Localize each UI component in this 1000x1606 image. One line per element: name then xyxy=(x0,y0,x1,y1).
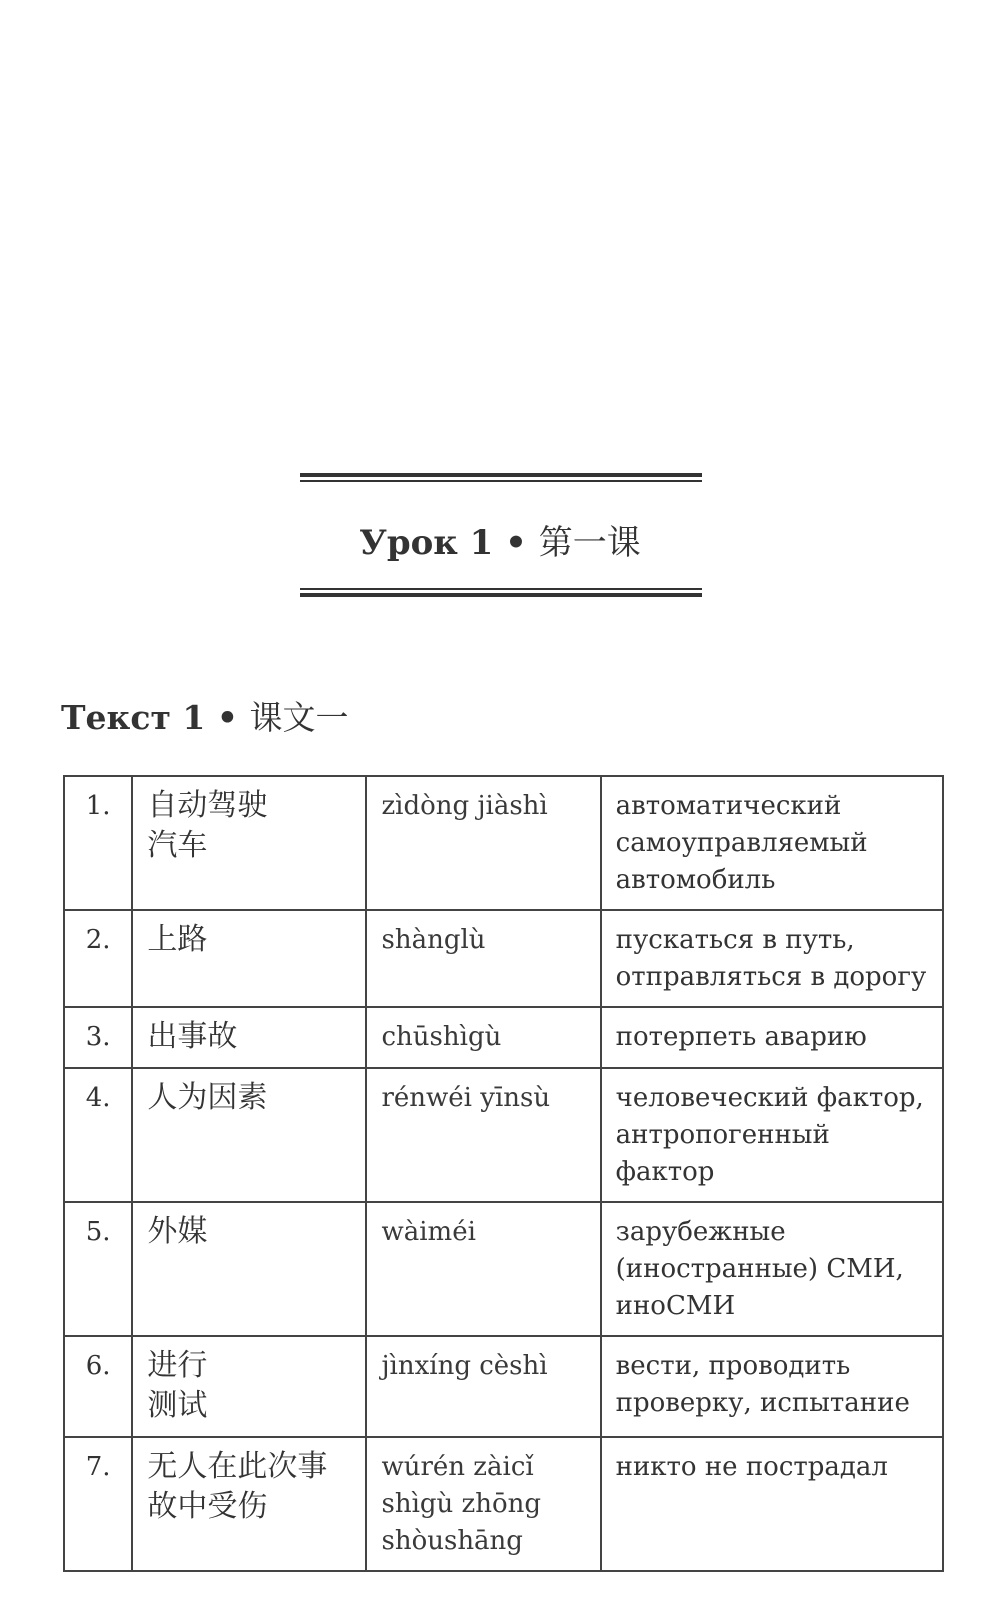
vocab-number: 1. xyxy=(64,776,132,910)
vocab-row xyxy=(64,1068,943,1202)
vocab-row xyxy=(64,1336,943,1437)
vocab-row xyxy=(64,1437,943,1571)
vocab-number: 4. xyxy=(64,1068,132,1202)
vocab-chinese-line: 故中受伤 xyxy=(147,1489,268,1524)
vocab-pinyin-line: shòushāng xyxy=(381,1526,523,1556)
vocab-russian-line: человеческий фактор, xyxy=(615,1083,924,1113)
vocab-row xyxy=(64,1202,943,1336)
vocab-pinyin xyxy=(366,1202,600,1336)
vocab-number: 2. xyxy=(64,910,132,1007)
text-heading xyxy=(61,692,348,739)
vocab-chinese xyxy=(132,1007,366,1068)
vocab-chinese xyxy=(132,910,366,1007)
vocabulary-table-body xyxy=(64,776,943,1571)
vocab-pinyin xyxy=(366,1336,600,1437)
vocab-chinese-line: 上路 xyxy=(147,922,208,957)
vocab-russian-line: проверку, испытание xyxy=(615,1388,910,1418)
vocab-russian xyxy=(601,1202,943,1336)
vocab-chinese xyxy=(132,776,366,910)
vocab-russian-line: вести, проводить xyxy=(615,1351,851,1381)
vocab-pinyin-line: jìnxíng cèshì xyxy=(381,1351,548,1381)
vocab-chinese-line: 人为因素 xyxy=(147,1080,268,1115)
vocab-russian-line: антропогенный xyxy=(615,1120,830,1150)
vocab-russian-line: (иностранные) СМИ, xyxy=(615,1254,904,1284)
vocab-chinese-line: 汽车 xyxy=(147,828,208,863)
vocab-russian-line: автомобиль xyxy=(615,865,776,895)
vocab-chinese xyxy=(132,1202,366,1336)
vocab-chinese-line: 测试 xyxy=(147,1388,208,1423)
vocab-russian xyxy=(601,910,943,1007)
vocab-pinyin xyxy=(366,1437,600,1571)
vocab-pinyin-line: wàiméi xyxy=(381,1217,476,1247)
vocab-number: 7. xyxy=(64,1437,132,1571)
vocab-number: 6. xyxy=(64,1336,132,1437)
title-bottom-rule xyxy=(300,588,702,597)
vocab-pinyin-line: wúrén zàicǐ xyxy=(381,1452,534,1482)
vocab-russian xyxy=(601,1068,943,1202)
vocab-russian-line: самоуправляемый xyxy=(615,828,868,858)
title-top-rule xyxy=(300,473,702,482)
vocab-pinyin xyxy=(366,776,600,910)
vocab-row xyxy=(64,910,943,1007)
vocab-chinese-line: 进行 xyxy=(147,1348,208,1383)
text-heading-separator: • xyxy=(216,698,238,737)
vocab-chinese-line: 出事故 xyxy=(147,1019,238,1054)
vocab-number: 5. xyxy=(64,1202,132,1336)
lesson-title-separator: • xyxy=(505,523,527,563)
vocab-row xyxy=(64,1007,943,1068)
text-heading-cn: 课文一 xyxy=(249,698,349,737)
vocab-chinese xyxy=(132,1336,366,1437)
vocab-russian xyxy=(601,1007,943,1068)
vocabulary-table xyxy=(63,775,944,1572)
vocab-pinyin xyxy=(366,910,600,1007)
text-heading-ru: Текст 1 xyxy=(61,698,206,737)
vocab-russian-line: автоматический xyxy=(615,791,842,821)
vocab-row xyxy=(64,776,943,910)
vocab-chinese-line: 外媒 xyxy=(147,1214,208,1249)
lesson-title-cn: 第一课 xyxy=(538,523,641,563)
vocab-russian-line: потерпеть аварию xyxy=(615,1022,867,1052)
vocab-chinese xyxy=(132,1068,366,1202)
vocab-russian xyxy=(601,1437,943,1571)
vocab-russian-line: никто не пострадал xyxy=(615,1452,888,1482)
vocab-number: 3. xyxy=(64,1007,132,1068)
vocab-pinyin-line: shànglù xyxy=(381,925,486,955)
vocab-chinese xyxy=(132,1437,366,1571)
vocab-pinyin-line: chūshìgù xyxy=(381,1022,502,1052)
vocab-russian-line: фактор xyxy=(615,1157,715,1187)
vocab-russian xyxy=(601,776,943,910)
lesson-title-ru: Урок 1 xyxy=(359,523,494,563)
vocab-russian-line: иноСМИ xyxy=(615,1291,736,1321)
vocab-russian-line: пускаться в путь, xyxy=(615,925,855,955)
vocab-chinese-line: 自动驾驶 xyxy=(147,788,268,823)
vocab-pinyin xyxy=(366,1007,600,1068)
vocab-pinyin-line: shìgù zhōng xyxy=(381,1489,542,1519)
vocab-russian-line: отправляться в дорогу xyxy=(615,962,927,992)
lesson-title xyxy=(0,515,1000,564)
vocab-russian-line: зарубежные xyxy=(615,1217,786,1247)
vocab-pinyin-line: rénwéi yīnsù xyxy=(381,1083,551,1113)
vocab-pinyin xyxy=(366,1068,600,1202)
vocab-pinyin-line: zìdòng jiàshì xyxy=(381,791,548,821)
vocab-russian xyxy=(601,1336,943,1437)
vocab-chinese-line: 无人在此次事 xyxy=(147,1449,328,1484)
